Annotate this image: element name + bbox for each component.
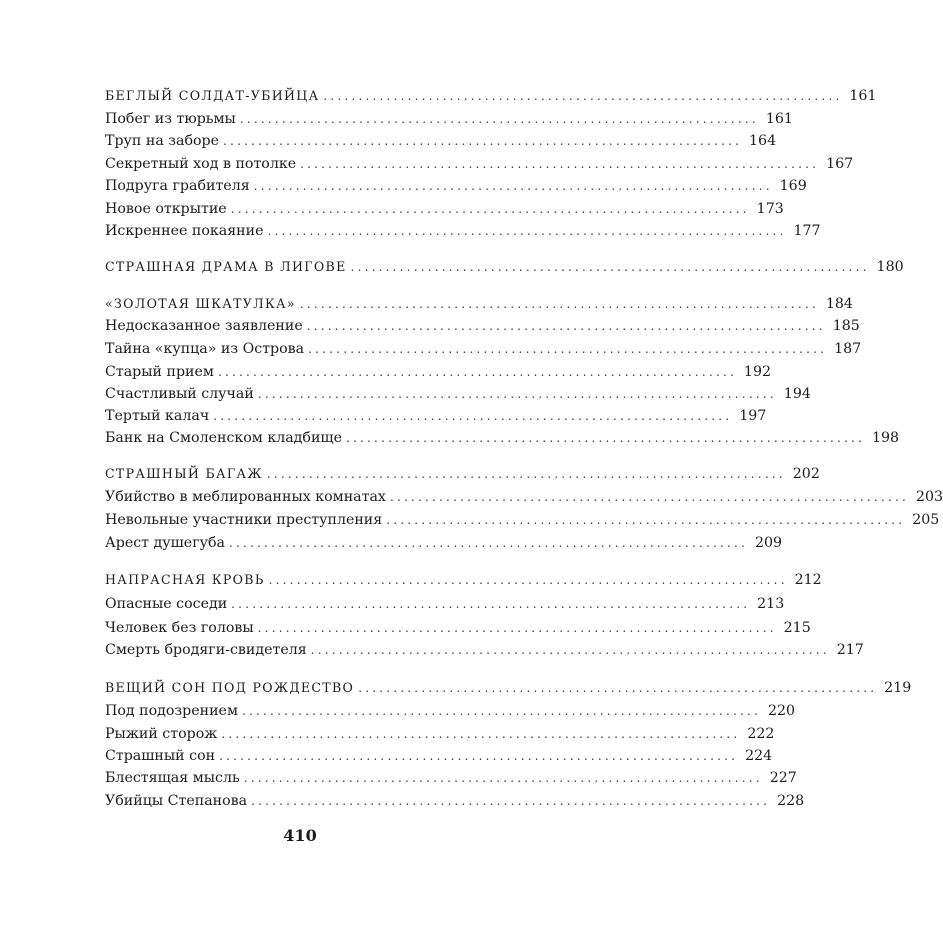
toc-title: Недосказанное заявление	[105, 315, 307, 337]
toc-title: Смерть бродяги-свидетеля	[105, 639, 311, 661]
leader-dots: ..........................................................................	[306, 319, 826, 333]
toc-page: 227	[769, 770, 797, 786]
toc-title: Банк на Смоленском кладбище	[105, 427, 346, 449]
toc-page: 161	[765, 111, 793, 127]
toc-section[interactable]	[105, 220, 821, 242]
toc-page: 187	[834, 341, 862, 357]
leader-dots: ..........................................................................	[346, 431, 866, 445]
toc-title: Под подозрением	[105, 700, 242, 722]
leader-dots: ..........................................................................	[323, 89, 843, 103]
toc-title: Тертый калач	[105, 405, 213, 427]
toc-section[interactable]	[105, 427, 900, 449]
leader-dots: ..........................................................................	[223, 134, 743, 148]
toc-chapter[interactable]	[105, 569, 822, 591]
leader-dots: ..........................................................................	[300, 157, 820, 171]
toc-title: Опасные соседи	[105, 593, 231, 615]
toc-section[interactable]	[105, 130, 777, 152]
toc-section[interactable]	[105, 745, 773, 767]
toc-page: 161	[849, 88, 877, 104]
toc-chapter[interactable]	[105, 463, 820, 485]
toc-page: 167	[826, 156, 854, 172]
toc-title: Рыжий сторож	[105, 723, 221, 745]
leader-dots: ..........................................................................	[267, 224, 787, 238]
toc-section[interactable]	[105, 723, 775, 745]
leader-dots: ..........................................................................	[310, 643, 830, 657]
toc-chapter[interactable]	[105, 256, 904, 278]
toc-page: 194	[783, 386, 811, 402]
toc-page: 202	[792, 466, 820, 482]
leader-dots: ..........................................................................	[242, 704, 762, 718]
leader-dots: ..........................................................................	[231, 597, 751, 611]
toc-title: СТРАШНЫЙ БАГАЖ	[105, 463, 267, 485]
toc-title: Убийцы Степанова	[105, 790, 251, 812]
toc-page: 197	[739, 408, 767, 424]
toc-chapter[interactable]	[105, 293, 853, 315]
toc-title: ВЕЩИЙ СОН ПОД РОЖДЕСТВО	[105, 677, 358, 699]
toc-title: Искреннее покаяние	[105, 220, 267, 242]
toc-title: Арест душегуба	[105, 532, 229, 554]
toc-page: 215	[783, 620, 811, 636]
toc-title: Страшный сон	[105, 745, 219, 767]
toc-page: 169	[779, 178, 807, 194]
toc-title: СТРАШНАЯ ДРАМА В ЛИГОВЕ	[105, 256, 351, 278]
leader-dots: ..........................................................................	[386, 513, 906, 527]
toc-title: Человек без головы	[105, 617, 258, 639]
toc-section[interactable]	[105, 790, 805, 812]
leader-dots: ..........................................................................	[228, 536, 749, 550]
toc-section[interactable]	[105, 593, 785, 615]
toc-title: Счастливый случай	[105, 383, 258, 405]
toc-page: 228	[777, 793, 805, 809]
toc-title: БЕГЛЫЙ СОЛДАТ-УБИЙЦА	[105, 85, 323, 107]
leader-dots: ..........................................................................	[217, 365, 738, 379]
toc-section[interactable]	[105, 108, 793, 130]
toc-title: «ЗОЛОТАЯ ШКАТУЛКА»	[105, 293, 300, 315]
leader-dots: ..........................................................................	[243, 771, 763, 785]
leader-dots: ..........................................................................	[219, 749, 739, 763]
toc-title: Тайна «купца» из Острова	[105, 338, 308, 360]
toc-page: 173	[756, 201, 784, 217]
toc-section[interactable]	[105, 486, 943, 508]
leader-dots: ..........................................................................	[239, 112, 759, 126]
toc-page: 222	[747, 726, 775, 742]
toc-page: 224	[745, 748, 773, 764]
toc-section[interactable]	[105, 617, 811, 639]
leader-dots: ..........................................................................	[299, 297, 819, 311]
toc-title: Убийство в меблированных комнатах	[105, 486, 390, 508]
toc-section[interactable]	[105, 175, 807, 197]
toc-page: 180	[876, 259, 904, 275]
toc-page: 164	[749, 133, 777, 149]
toc-title: Невольные участники преступления	[105, 509, 386, 531]
toc-page: 220	[767, 703, 796, 719]
toc-section[interactable]	[105, 509, 940, 531]
toc-section[interactable]	[105, 639, 864, 661]
leader-dots: ..........................................................................	[213, 409, 733, 423]
toc-section[interactable]	[105, 198, 784, 220]
toc-page: 205	[912, 512, 940, 528]
toc-section[interactable]	[105, 338, 862, 360]
toc-page: 217	[836, 642, 864, 658]
toc-section[interactable]	[105, 405, 767, 427]
page-number: 410	[283, 826, 317, 845]
toc-page: 177	[793, 223, 821, 239]
leader-dots: ..........................................................................	[257, 387, 777, 401]
toc-section[interactable]	[105, 315, 860, 337]
toc-section[interactable]	[105, 700, 796, 722]
toc-chapter[interactable]	[105, 677, 912, 699]
toc-page: 212	[794, 572, 822, 588]
toc-title: Побег из тюрьмы	[105, 108, 240, 130]
toc-page: 213	[757, 596, 785, 612]
leader-dots: ..........................................................................	[257, 621, 777, 635]
leader-dots: ..........................................................................	[358, 681, 878, 695]
toc-page: 203	[915, 489, 943, 505]
toc-page: 198	[871, 430, 900, 446]
leader-dots: ..........................................................................	[268, 573, 788, 587]
toc-title: Старый прием	[105, 361, 218, 383]
toc-page: 192	[743, 364, 772, 380]
leader-dots: ..........................................................................	[266, 467, 786, 481]
leader-dots: ..........................................................................	[251, 794, 771, 808]
toc-page: 184	[825, 296, 853, 312]
toc-section[interactable]	[105, 383, 811, 405]
toc-page: 219	[884, 680, 912, 696]
toc-chapter[interactable]	[105, 85, 877, 107]
toc-section[interactable]	[105, 361, 772, 383]
toc-title: НАПРАСНАЯ КРОВЬ	[105, 569, 269, 591]
toc-section[interactable]	[105, 153, 854, 175]
leader-dots: ..........................................................................	[350, 260, 870, 274]
leader-dots: ..........................................................................	[389, 490, 910, 504]
toc-title: Подруга грабителя	[105, 175, 254, 197]
toc-title: Труп на заборе	[105, 130, 223, 152]
toc-section[interactable]	[105, 767, 797, 789]
toc-title: Секретный ход в потолке	[105, 153, 300, 175]
toc-page: 209	[754, 535, 783, 551]
toc-title: Новое открытие	[105, 198, 231, 220]
toc-title: Блестящая мысль	[105, 767, 244, 789]
leader-dots: ..........................................................................	[230, 202, 750, 216]
toc-page: 185	[832, 318, 860, 334]
leader-dots: ..........................................................................	[308, 342, 828, 356]
leader-dots: ..........................................................................	[253, 179, 773, 193]
leader-dots: ..........................................................................	[221, 727, 741, 741]
toc-section[interactable]	[105, 532, 783, 554]
